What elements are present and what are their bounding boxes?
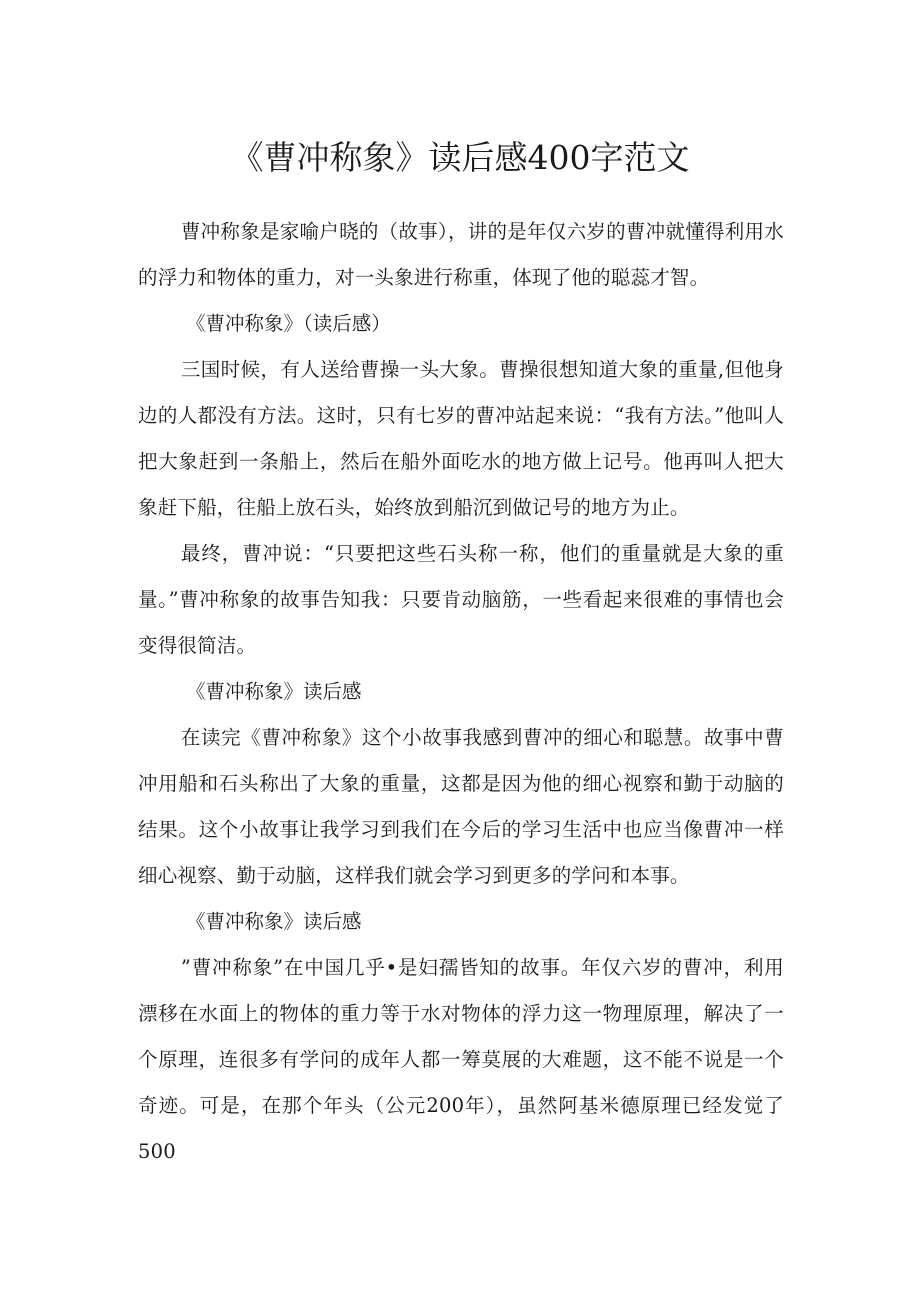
- document-body: [138, 209, 784, 1175]
- paragraph: ”曹冲称象”在中国几乎•是妇孺皆知的故事。年仅六岁的曹冲，利用漂移在水面上的物体的重力等于水对物体的浮力这一物理原理，解决了一个原理，连很多有学问的成年人都一筹莫展的大难题，这不能不说是一个奇迹。可是，在那个年头（公元200年），虽然阿基米德原理已经发觉了500: [138, 956, 784, 1163]
- paragraph: 在读完《曹冲称象》这个小故事我感到曹冲的细心和聪慧。故事中曹冲用船和石头称出了大象的重量，这都是因为他的细心视察和勤于动脑的结果。这个小故事让我学习到我们在今后的学习生活中也应当像曹冲一样细心视察、勤于动脑，这样我们就会学习到更多的学问和本事。: [138, 726, 784, 887]
- document-title: 《曹冲称象》读后感400字范文: [230, 138, 690, 177]
- paragraph: 三国时候，有人送给曹操一头大象。曹操很想知道大象的重量,但他身边的人都没有方法。这时，只有七岁的曹冲站起来说：“我有方法。”他叫人把大象赶到一条船上，然后在船外面吃水的地方做上记号。他再叫人把大象赶下船，往船上放石头，始终放到船沉到做记号的地方为止。: [138, 358, 784, 519]
- section-heading: 《曹冲称象》读后感: [186, 680, 362, 703]
- section-heading: 《曹冲称象》（读后感）: [186, 312, 391, 335]
- paragraph: 曹冲称象是家喻户晓的（故事），讲的是年仅六岁的曹冲就懂得利用水的浮力和物体的重力，对一头象进行称重，体现了他的聪蕊才智。: [138, 220, 784, 289]
- paragraph: 最终，曹冲说：“只要把这些石头称一称，他们的重量就是大象的重量。”曹冲称象的故事告知我：只要肯动脑筋，一些看起来很难的事情也会变得很简洁。: [138, 542, 784, 657]
- section-heading: 《曹冲称象》读后感: [186, 910, 362, 933]
